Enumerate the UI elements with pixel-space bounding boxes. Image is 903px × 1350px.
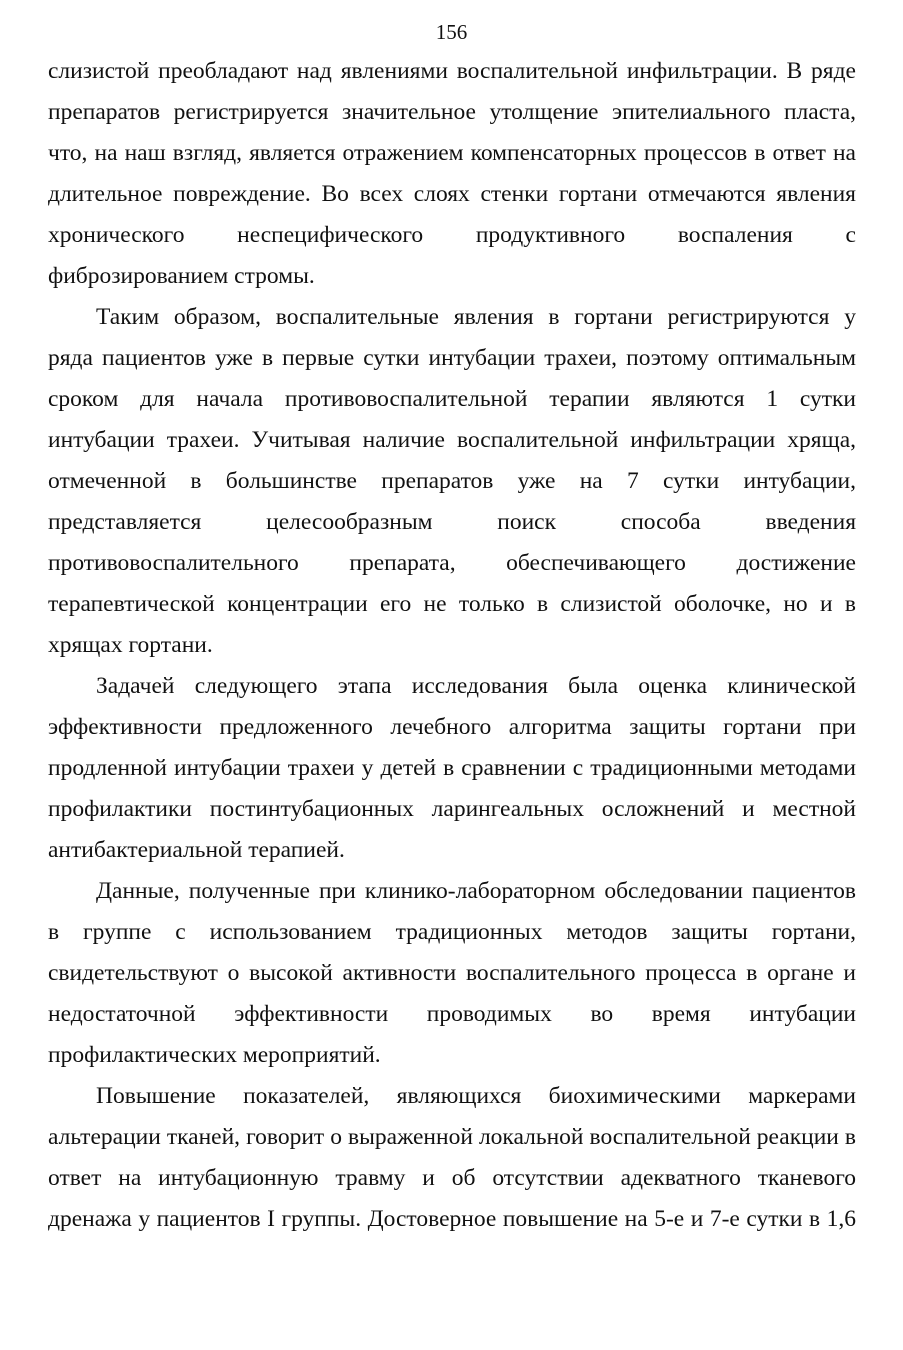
text-line: профилактики постинтубационных ларингеальных осложнений и местной: [48, 796, 856, 822]
text-line: сроком для начала противовоспалительной терапии являются 1 сутки: [48, 386, 856, 412]
text-line: ряда пациентов уже в первые сутки интубации трахеи, поэтому оптимальным: [48, 345, 856, 371]
text-line: Данные, полученные при клинико-лабораторном обследовании пациентов: [96, 878, 856, 904]
body-text: [48, 51, 856, 1240]
text-line: фиброзированием стромы.: [48, 263, 315, 289]
text-line: хрящах гортани.: [48, 632, 213, 658]
text-line: что, на наш взгляд, является отражением компенсаторных процессов в ответ на: [48, 140, 856, 166]
text-line: отмеченной в большинстве препаратов уже на 7 сутки интубации,: [48, 468, 856, 494]
page-number: 156: [435, 20, 468, 44]
text-line: альтерации тканей, говорит о выраженной локальной воспалительной реакции в: [48, 1124, 856, 1150]
text-line: представляется целесообразным поиск способа введения: [48, 509, 856, 535]
text-line: терапевтической концентрации его не только в слизистой оболочке, но и в: [48, 591, 856, 617]
text-line: продленной интубации трахеи у детей в сравнении с традиционными методами: [48, 755, 856, 781]
text-line: Задачей следующего этапа исследования была оценка клинической: [96, 673, 856, 699]
text-line: профилактических мероприятий.: [48, 1042, 381, 1068]
text-line: Повышение показателей, являющихся биохимическими маркерами: [96, 1083, 856, 1109]
text-line: противовоспалительного препарата, обеспечивающего достижение: [48, 550, 856, 576]
text-line: ответ на интубационную травму и об отсутствии адекватного тканевого: [48, 1165, 856, 1191]
text-line: Таким образом, воспалительные явления в гортани регистрируются у: [96, 304, 856, 330]
text-line: дренажа у пациентов I группы. Достоверное повышение на 5-е и 7-е сутки в 1,6: [48, 1206, 856, 1232]
text-line: хронического неспецифического продуктивного воспаления с: [48, 222, 856, 248]
text-line: длительное повреждение. Во всех слоях стенки гортани отмечаются явления: [48, 181, 856, 207]
text-line: интубации трахеи. Учитывая наличие воспалительной инфильтрации хряща,: [48, 427, 856, 453]
text-line: эффективности предложенного лечебного алгоритма защиты гортани при: [48, 714, 856, 740]
text-line: слизистой преобладают над явлениями воспалительной инфильтрации. В ряде: [48, 58, 856, 84]
text-line: свидетельствуют о высокой активности воспалительного процесса в органе и: [48, 960, 856, 986]
text-line: препаратов регистрируется значительное утолщение эпителиального пласта,: [48, 99, 856, 125]
text-line: в группе с использованием традиционных методов защиты гортани,: [48, 919, 856, 945]
text-line: недостаточной эффективности проводимых во время интубации: [48, 1001, 856, 1027]
text-line: антибактериальной терапией.: [48, 837, 345, 863]
